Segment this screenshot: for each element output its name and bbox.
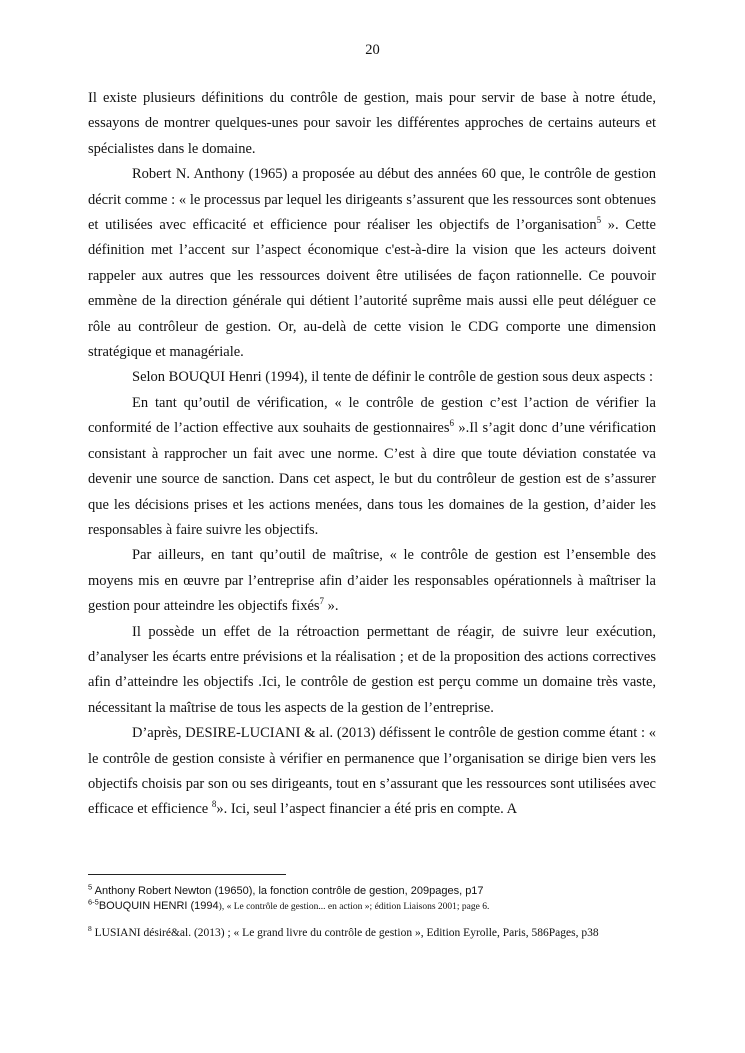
paragraph-verification-text-cont: ».Il s’agit donc d’une vérification consistant à rapprocher un fait avec une norme. C’est à dire que toute déviation constatée va devenir une source de sanction. Dans cet aspect, le but du contrôleur de gestion est de s’assurer que les décisions prises et les actions menées, dans tous les domaines de la gestion, d’aider les responsables à faire suivre les objectifs. — [88, 420, 656, 538]
footnote-text: BOUQUIN HENRI (1994 — [98, 900, 219, 912]
footnote-ref-8[interactable]: 8 — [211, 799, 217, 810]
footnote-separator — [88, 874, 286, 875]
paragraph-anthony-text-cont: ». Cette définition met l’accent sur l’aspect économique c'est-à-dire la vision que les acteurs doivent rappeler aux autres que les ressources doivent être utilisées de façon rationnelle. Ce pouvoir emmène de la direction générale qui détient l’autorité suprême mais aussi elle peut déléguer ce rôle au contrôleur de gestion. Or, au-delà de cette vision le CDG comporte une dimension stratégique et managériale. — [88, 217, 656, 361]
paragraph-desire-luciani-text-cont: ». Ici, seul l’aspect financier a été pris en compte. A — [216, 801, 518, 818]
paragraph-maitrise — [88, 543, 656, 619]
footnote-6 — [88, 899, 688, 915]
paragraph-desire-luciani — [88, 721, 656, 823]
footnote-text-small: ), « Le contrôle de gestion... en action »; édition Liaisons 2001; page 6. — [218, 902, 490, 912]
footnote-5 — [88, 884, 688, 899]
footnote-8 — [88, 926, 688, 941]
footnote-text: LUSIANI désiré&al. (2013) ; « Le grand livre du contrôle de gestion », Edition Eyrolle, Paris, 586Pages, p38 — [91, 927, 599, 939]
paragraph-intro-text: Il existe plusieurs définitions du contrôle de gestion, mais pour servir de base à notre étude, essayons de montrer quelques-unes pour savoir les différentes approches de certains auteurs et spécialistes dans le domaine. — [88, 90, 656, 157]
paragraph-verification-text: En tant qu’outil de vérification, « le contrôle de gestion c’est l’action de vérifier la conformité de l’action effective aux souhaits de gestionnaires — [88, 394, 656, 437]
footnote-text: Anthony Robert Newton (19650), la fonction contrôle de gestion, 209pages, p17 — [92, 885, 484, 897]
footnote-mark: 6-5 — [88, 897, 99, 907]
paragraph-maitrise-text-cont: ». — [324, 598, 339, 615]
paragraph-verification — [88, 391, 656, 543]
footnote-mark: 8 — [88, 924, 92, 934]
paragraph-anthony — [88, 162, 656, 365]
footnote-ref-5[interactable]: 5 — [596, 215, 602, 226]
paragraph-maitrise-text: Par ailleurs, en tant qu’outil de maîtrise, « le contrôle de gestion est l’ensemble des moyens mis en œuvre par l’entreprise afin d’aider les responsables opérationnels à maîtriser la gestion pour atteindre les objectifs fixés — [88, 547, 656, 615]
paragraph-desire-luciani-text: D’après, DESIRE-LUCIANI & al. (2013) défissent le contrôle de gestion comme étant : « le contrôle de gestion consiste à vérifier en permanence que l’organisation se dirige bien vers les objectifs choisis par son ou ses dirigeants, tout en s’assurant que les ressources sont utilisées avec efficace et efficience — [88, 725, 656, 818]
footnotes — [88, 884, 688, 941]
page-number: 20 — [365, 42, 380, 58]
paragraph-anthony-text: Robert N. Anthony (1965) a proposée au début des années 60 que, le contrôle de gestion décrit comme : « le processus par lequel les dirigeants s’assurent que les ressources sont obtenues et utilisées avec efficacité et efficience pour réaliser les objectifs de l’organisation — [88, 166, 656, 234]
paragraph-bouqui — [88, 365, 656, 390]
paragraph-retroaction-text: Il possède un effet de la rétroaction permettant de réagir, de suivre leur exécution, d’analyser les écarts entre prévisions et la réalisation ; et de la proposition des actions correctives afin d’atteindre les objectifs .Ici, le contrôle de gestion est perçu comme un domaine très vaste, nécessitant la maîtrise de tous les aspects de la gestion de l’entreprise. — [88, 623, 656, 716]
body-text — [88, 86, 656, 823]
paragraph-retroaction — [88, 620, 656, 722]
footnote-ref-6[interactable]: 6 — [449, 418, 454, 429]
paragraph-bouqui-text: Selon BOUQUI Henri (1994), il tente de définir le contrôle de gestion sous deux aspects : — [132, 369, 654, 386]
paragraph-intro — [88, 86, 656, 162]
footnote-mark: 5 — [88, 882, 93, 892]
footnote-ref-7[interactable]: 7 — [319, 596, 325, 607]
